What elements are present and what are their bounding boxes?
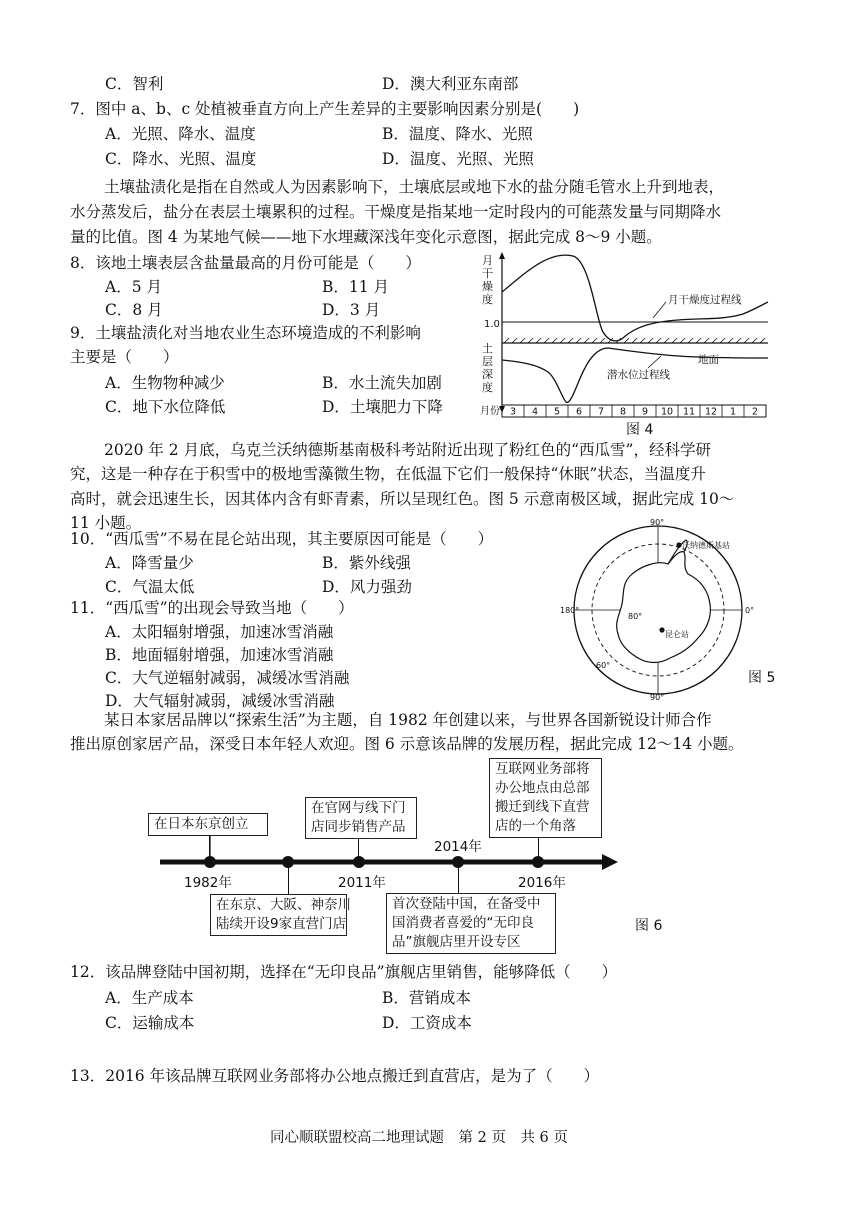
q10-option-b: B．紫外线强 [322, 554, 411, 572]
passage3-line1: 某日本家居品牌以“探索生活”为主题，自 1982 年创建以来，与世界各国新锐设计师合作 [104, 711, 712, 729]
q8-option-b: B．11 月 [322, 278, 390, 296]
fig4-month-3: 3 [509, 406, 517, 418]
q7-stem: 7．图中 a、b、c 处植被垂直方向上产生差异的主要影响因素分别是( ) [70, 100, 580, 118]
fig5-caption: 图 5 [748, 670, 776, 686]
fig4-month-2: 2 [751, 406, 759, 418]
passage1-line2: 水分蒸发后，盐分在表层土壤累积的过程。干燥度是指某地一定时段内的可能蒸发量与同期降水 [70, 203, 722, 221]
q8-option-c: C．8 月 [105, 301, 163, 319]
svg-text:土: 土 [482, 342, 493, 355]
fig4-month-9: 9 [641, 406, 649, 418]
fig4-tick-1: 1.0 [484, 319, 500, 330]
passage1-line3: 量的比值。图 4 为某地气候——地下水埋藏深浅年变化示意图，据此完成 8～9 小题。 [70, 228, 662, 246]
svg-text:层: 层 [482, 355, 493, 368]
svg-text:深: 深 [482, 368, 493, 381]
q13-stem: 13．2016 年该品牌互联网业务部将办公地点搬迁到直营店，是为了（ ） [70, 1067, 600, 1085]
fig6-box-founded: 在日本东京创立 [148, 813, 268, 836]
q11-option-c: C．大气逆辐射减弱，减缓冰雪消融 [105, 669, 350, 687]
q7-option-c: C．降水、光照、温度 [105, 150, 257, 168]
q9-option-d: D．土壤肥力下降 [322, 398, 443, 416]
passage2-line2: 究，这是一种存在于积雪中的极地雪藻微生物，在低温下它们一般保持“休眠”状态，当温度升 [70, 465, 706, 483]
fig4-curve1-label: 月干燥度过程线 [668, 294, 742, 306]
q9-stem-line2: 主要是（ ） [70, 348, 179, 366]
fig4-month-cells [510, 405, 758, 418]
q6-option-d: D．澳大利亚东南部 [382, 75, 519, 93]
fig6-year-2011: 2011年 [338, 875, 386, 891]
fig5-lon-bottom: 90° [650, 693, 665, 702]
fig5-station2-label: 昆仑站 [665, 630, 689, 639]
q12-option-a: A．生产成本 [105, 989, 194, 1007]
q6-option-c: C．智利 [105, 75, 164, 93]
q10-stem: 10．“西瓜雪”不易在昆仑站出现，其主要原因可能是（ ） [70, 530, 494, 548]
fig4-caption: 图 4 [626, 422, 654, 438]
fig4-month-6: 6 [575, 406, 583, 418]
fig4-month-7: 7 [597, 406, 605, 418]
q12-option-c: C．运输成本 [105, 1014, 195, 1032]
q9-option-b: B．水土流失加剧 [322, 374, 442, 392]
svg-text:度: 度 [482, 381, 493, 394]
q12-option-d: D．工资成本 [382, 1014, 472, 1032]
fig4-month-12: 12 [704, 406, 718, 418]
q9-option-c: C．地下水位降低 [105, 398, 226, 416]
q7-option-a: A．光照、降水、温度 [105, 125, 256, 143]
fig4-ground-label: 地面 [698, 354, 719, 366]
passage2-line1: 2020 年 2 月底，乌克兰沃纳德斯基南极科考站附近出现了粉红色的“西瓜雪”，经科学研 [104, 441, 711, 459]
fig5-lat-label: 80° [628, 612, 643, 621]
q12-stem: 12．该品牌登陆中国初期，选择在“无印良品”旗舰店里销售，能够降低（ ） [70, 963, 618, 981]
q8-option-a: A．5 月 [105, 278, 162, 296]
q12-option-b: B．营销成本 [382, 989, 471, 1007]
q8-stem: 8．该地土壤表层含盐量最高的月份可能是（ ） [70, 254, 421, 272]
passage2-line3: 高时，就会迅速生长，因其体内含有虾青素，所以呈现红色。图 5 示意南极区域，据此完成 10～ [70, 490, 735, 508]
figure-5 [560, 518, 760, 702]
fig6-arrow-icon [602, 854, 618, 870]
fig5-antarctica-outline [617, 552, 711, 663]
q8-option-d: D．3 月 [322, 301, 381, 319]
q9-option-a: A．生物物种减少 [105, 374, 225, 392]
page-footer: 同心顺联盟校高二地理试题 第 2 页 共 6 页 [270, 1130, 568, 1146]
fig5-lon-left: 180° [560, 606, 580, 615]
fig4-curve2-label: 潜水位过程线 [607, 369, 670, 381]
fig5-station2-dot [659, 627, 664, 632]
fig4-top-axis-label [482, 254, 493, 306]
fig5-station1-label: 沃纳德斯基站 [682, 541, 730, 550]
fig6-year-1982: 1982年 [184, 875, 232, 891]
passage2-line4: 11 小题。 [70, 514, 142, 532]
fig4-month-8: 8 [619, 406, 627, 418]
svg-text:干: 干 [482, 267, 493, 280]
q11-option-b: B．地面辐射增强，加速冰雪消融 [105, 646, 334, 664]
fig6-box-china: 首次登陆中国，在备受中 国消费者喜爱的“无印良 品”旗舰店里开设专区 [386, 893, 556, 954]
fig4-month-label: 月份 [480, 406, 500, 417]
fig6-year-2016: 2016年 [518, 875, 566, 891]
svg-text:燥: 燥 [482, 280, 493, 293]
fig5-lon-bl: 60° [596, 661, 611, 670]
svg-text:度: 度 [482, 293, 493, 306]
q10-option-c: C．气温太低 [105, 578, 195, 596]
fig6-caption: 图 6 [635, 918, 663, 934]
fig4-month-4: 4 [531, 406, 539, 418]
q10-option-d: D．风力强劲 [322, 578, 412, 596]
q9-stem-line1: 9．土壤盐渍化对当地农业生态环境造成的不利影响 [70, 324, 421, 342]
q11-stem: 11．“西瓜雪”的出现会导致当地（ ） [70, 599, 354, 617]
q11-option-a: A．太阳辐射增强，加速冰雪消融 [105, 623, 334, 641]
passage3-line2: 推出原创家居产品，深受日本年轻人欢迎。图 6 示意该品牌的发展历程，据此完成 12～14 小题。 [70, 735, 744, 753]
fig4-top-arrow-icon [499, 252, 505, 259]
figure-4 [478, 250, 773, 430]
fig5-lon-top: 90° [650, 518, 665, 527]
fig4-month-1: 1 [729, 406, 737, 418]
q7-option-b: B．温度、降水、光照 [382, 125, 533, 143]
fig6-year-2014: 2014年 [434, 839, 482, 855]
svg-text:月: 月 [482, 254, 493, 267]
fig5-lon-right: 0° [745, 606, 755, 615]
fig4-month-11: 11 [682, 406, 696, 418]
fig4-bottom-axis-label [482, 341, 493, 394]
fig6-box-stores: 在东京、大阪、神奈川 陆续开设9家直营门店 [210, 894, 347, 936]
passage1-line1: 土壤盐渍化是指在自然或人为因素影响下，土壤底层或地下水的盐分随毛管水上升到地表， [104, 178, 725, 196]
fig6-box-2016: 互联网业务部将 办公地点由总部 搬迁到线下直营 店的一个角落 [489, 758, 602, 838]
q10-option-a: A．降雪量少 [105, 554, 194, 572]
q11-option-d: D．大气辐射减弱，减缓冰雪消融 [105, 692, 335, 710]
fig4-month-5: 5 [553, 406, 561, 418]
q7-option-d: D．温度、光照、光照 [382, 150, 534, 168]
fig6-box-2011: 在官网与线下门 店同步销售产品 [305, 797, 417, 839]
fig4-month-10: 10 [660, 406, 674, 418]
fig5-station1-dot [676, 542, 681, 547]
fig4-ground-hatch [504, 338, 765, 343]
